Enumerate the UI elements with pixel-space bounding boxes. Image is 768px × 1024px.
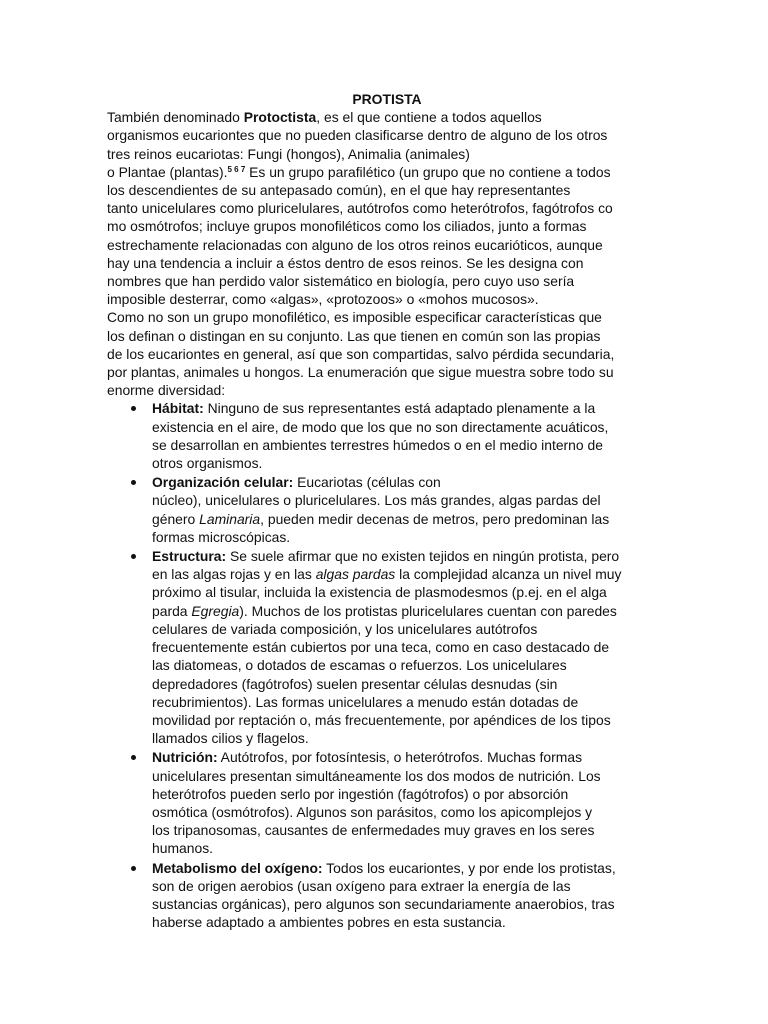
bullet-icon (131, 554, 136, 559)
bullet-icon (131, 866, 136, 871)
bullet-icon (131, 755, 136, 760)
characteristics-list (107, 399, 667, 931)
list-item-nutricion: Nutrición: Autótrofos, por fotosíntesis, o heterótrofos. Muchas formas unicelulares presentan simultáneamente los dos modos de nutrición. Los heterótrofos pueden serlo por ingestión (fagótrofos) o por absorción osmótica (osmótrofos). Algunos son parásitos, como los apicomplejos y los tripanosomas, causantes de enfermedades muy graves en los seres humanos. (107, 748, 667, 857)
bullet-icon (131, 480, 136, 485)
page-title: PROTISTA (352, 91, 422, 107)
list-item-metabolismo-oxigeno: Metabolismo del oxígeno: Todos los eucariontes, y por ende los protistas, son de origen aerobios (usan oxígeno para extraer la energía de las sustancias orgánicas), pero algunos son secundariamente anaerobios, tras haberse adaptado a ambientes pobres en esta sustancia. (107, 859, 667, 932)
list-item-habitat: Hábitat: Ninguno de sus representantes está adaptado plenamente a la existencia en el aire, de modo que los que no son directamente acuáticos, se desarrollan en ambientes terrestres húmedos o en el medio interno de otros organismos. (107, 399, 667, 472)
list-item-estructura: Estructura: Se suele afirmar que no existen tejidos en ningún protista, pero en las algas rojas y en las algas pardas la complejidad alcanza un nivel muy próximo al tisular, incluida la existencia de plasmodesmos (p.ej. en el alga parda Egregia). Muchos de los protistas pluricelulares cuentan con paredes celulares de variada composición, y los unicelulares autótrofos frecuentemente están cubiertos por una teca, como en caso destacado de las diatomeas, o dotados de escamas o refuerzos. Los unicelulares depredadores (fagótrofos) suelen presentar células desnudas (sin recubrimientos). Las formas unicelulares a menudo están dotadas de movilidad por reptación o, más frecuentemente, por apéndices de los tipos llamados cilios y flagelos. (107, 547, 667, 747)
document-body (107, 90, 667, 932)
term-protoctista: Protoctista (243, 109, 317, 126)
intro-paragraph: También denominado Protoctista, es el que contiene a todos aquellos organismos eucariontes que no pueden clasificarse dentro de alguno de los otros tres reinos eucariotas: Fungi (hongos), Animalia (animales) o Plantae (plantas).$^{5 6 7}$ Es un grupo parafilético (un grupo que no contiene a todos los descendientes de su antepasado común), en el que hay representantes tanto unicelulares como pluricelulares, autótrofos como heterótrofos, fagótrofos co mo osmótrofos; incluye grupos monofiléticos como los ciliados, junto a formas estrechamente relacionadas con alguno de los otros reinos eucarióticos, aunque hay una tendencia a incluir a éstos dentro de esos reinos. Se les designa con nombres que han perdido valor sistemático en biología, pero cuyo uso sería imposible desterrar, como «algas», «protozoos» o «mohos mucosos». Como no son un grupo monofilético, es imposible especificar características que los definan o distingan en su conjunto. Las que tienen en común son las propias de los eucariontes en general, así que son compartidas, salvo pérdida secundaria, por plantas, animales u hongos. La enumeración que sigue muestra sobre todo su enorme diversidad: (107, 109, 615, 399)
footnote-references[interactable]: 5 6 7 (227, 164, 246, 174)
bullet-icon (131, 406, 136, 411)
list-item-organizacion-celular: Organización celular: Eucariotas (células con núcleo), unicelulares o pluricelulares. Los más grandes, algas pardas del género Laminaria, pueden medir decenas de metros, pero predominan las formas microscópicas. (107, 473, 667, 546)
